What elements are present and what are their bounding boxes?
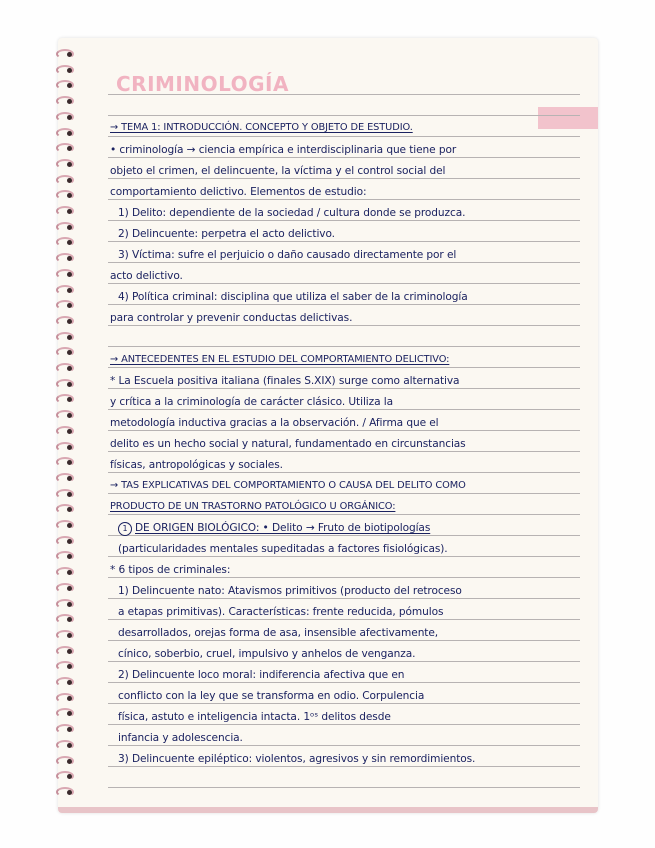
spiral-coil — [54, 299, 74, 308]
note-line: PRODUCTO DE UN TRASTORNO PATOLÓGICO U ORGÁNICO: — [110, 501, 396, 512]
spiral-coil — [54, 739, 74, 748]
note-line: comportamiento delictivo. Elementos de estudio: — [110, 186, 367, 198]
spiral-binding — [54, 48, 78, 808]
spiral-coil — [54, 629, 74, 638]
spiral-coil — [54, 95, 74, 104]
spiral-coil — [54, 645, 74, 654]
spiral-coil — [54, 393, 74, 402]
spiral-coil — [54, 535, 74, 544]
coil-hole — [67, 68, 72, 73]
spiral-coil — [54, 723, 74, 732]
coil-hole — [67, 492, 72, 497]
note-text: DE ORIGEN BIOLÓGICO: • Delito → Fruto de biotipologías — [135, 522, 431, 534]
coil-hole — [67, 649, 72, 654]
coil-hole — [67, 539, 72, 544]
spiral-coil — [54, 692, 74, 701]
coil-hole — [67, 445, 72, 450]
spiral-coil — [54, 425, 74, 434]
spiral-coil — [54, 488, 74, 497]
spiral-coil — [54, 676, 74, 685]
note-line: 4) Política criminal: disciplina que utiliza el saber de la criminología — [118, 291, 468, 303]
note-line: a etapas primitivas). Características: frente reducida, pómulos — [118, 606, 444, 618]
spiral-coil — [54, 755, 74, 764]
coil-hole — [67, 696, 72, 701]
coil-hole — [67, 131, 72, 136]
spiral-coil — [54, 472, 74, 481]
spiral-coil — [54, 142, 74, 151]
spiral-coil — [54, 158, 74, 167]
spiral-coil — [54, 519, 74, 528]
spiral-coil — [54, 48, 74, 57]
spiral-coil — [54, 707, 74, 716]
note-line: física, astuto e inteligencia intacta. 1ᵒˢ delitos desde — [118, 711, 391, 723]
coil-hole — [67, 52, 72, 57]
notebook-page — [58, 38, 598, 813]
spiral-coil — [54, 566, 74, 575]
coil-hole — [67, 743, 72, 748]
spiral-coil — [54, 236, 74, 245]
note-line: objeto el crimen, el delincuente, la víctima y el control social del — [110, 165, 446, 177]
coil-hole — [67, 366, 72, 371]
coil-hole — [67, 790, 72, 795]
spiral-coil — [54, 378, 74, 387]
coil-hole — [67, 335, 72, 340]
spiral-coil — [54, 409, 74, 418]
note-line: 3) Delincuente epiléptico: violentos, agresivos y sin remordimientos. — [118, 753, 476, 765]
note-line: 1) Delito: dependiente de la sociedad / cultura donde se produzca. — [118, 207, 466, 219]
coil-hole — [67, 680, 72, 685]
handwritten-notes — [58, 38, 598, 813]
note-line: infancia y adolescencia. — [118, 732, 243, 744]
spiral-coil — [54, 346, 74, 355]
spiral-coil — [54, 503, 74, 512]
spiral-coil — [54, 268, 74, 277]
coil-hole — [67, 319, 72, 324]
coil-hole — [67, 633, 72, 638]
note-line: acto delictivo. — [110, 270, 183, 282]
spiral-coil — [54, 613, 74, 622]
note-line: (particularidades mentales supeditadas a factores fisiológicas). — [118, 543, 448, 555]
note-line: • criminología → ciencia empírica e interdisciplinaria que tiene por — [110, 144, 457, 156]
spiral-coil — [54, 205, 74, 214]
note-line: 2) Delincuente: perpetra el acto delictivo. — [118, 228, 335, 240]
spiral-coil — [54, 550, 74, 559]
coil-hole — [67, 476, 72, 481]
note-line — [118, 522, 430, 536]
note-line: desarrollados, orejas forma de asa, insensible afectivamente, — [118, 627, 439, 639]
spiral-coil — [54, 441, 74, 450]
note-line: conflicto con la ley que se transforma en odio. Corpulencia — [118, 690, 425, 702]
spiral-coil — [54, 189, 74, 198]
coil-hole — [67, 602, 72, 607]
note-line: * La Escuela positiva italiana (finales S.XIX) surge como alternativa — [110, 375, 460, 387]
spiral-coil — [54, 331, 74, 340]
spiral-coil — [54, 221, 74, 230]
coil-hole — [67, 523, 72, 528]
coil-hole — [67, 209, 72, 214]
note-line: 1) Delincuente nato: Atavismos primitivos (producto del retroceso — [118, 585, 462, 597]
page-title: CRIMINOLOGÍA — [116, 72, 289, 96]
note-line: y crítica a la criminología de carácter clásico. Utiliza la — [110, 396, 393, 408]
coil-hole — [67, 178, 72, 183]
spiral-coil — [54, 284, 74, 293]
coil-hole — [67, 225, 72, 230]
coil-hole — [67, 586, 72, 591]
note-line: 3) Víctima: sufre el perjuicio o daño causado directamente por el — [118, 249, 457, 261]
note-line: → TAS EXPLICATIVAS DEL COMPORTAMIENTO O CAUSA DEL DELITO COMO — [110, 480, 466, 491]
spiral-coil — [54, 456, 74, 465]
spiral-coil — [54, 660, 74, 669]
spiral-coil — [54, 174, 74, 183]
spiral-coil — [54, 252, 74, 261]
coil-hole — [67, 115, 72, 120]
spiral-coil — [54, 111, 74, 120]
coil-hole — [67, 382, 72, 387]
note-line: → ANTECEDENTES EN EL ESTUDIO DEL COMPORTAMIENTO DELICTIVO: — [110, 354, 450, 365]
coil-hole — [67, 288, 72, 293]
spiral-coil — [54, 786, 74, 795]
note-line: delito es un hecho social y natural, fundamentado en circunstancias — [110, 438, 466, 450]
note-line: para controlar y prevenir conductas delictivas. — [110, 312, 353, 324]
circled-number: 1 — [118, 522, 132, 536]
spiral-coil — [54, 315, 74, 324]
coil-hole — [67, 759, 72, 764]
spiral-coil — [54, 64, 74, 73]
note-line: cínico, soberbio, cruel, impulsivo y anhelos de venganza. — [118, 648, 416, 660]
coil-hole — [67, 429, 72, 434]
spiral-coil — [54, 362, 74, 371]
spiral-coil — [54, 127, 74, 136]
note-line: 2) Delincuente loco moral: indiferencia afectiva que en — [118, 669, 405, 681]
coil-hole — [67, 162, 72, 167]
spiral-coil — [54, 770, 74, 779]
spiral-coil — [54, 79, 74, 88]
note-line: físicas, antropológicas y sociales. — [110, 459, 283, 471]
note-line: metodología inductiva gracias a la observación. / Afirma que el — [110, 417, 439, 429]
coil-hole — [67, 272, 72, 277]
note-line: * 6 tipos de criminales: — [110, 564, 231, 576]
spiral-coil — [54, 598, 74, 607]
note-line: → TEMA 1: INTRODUCCIÓN. CONCEPTO Y OBJETO DE ESTUDIO. — [110, 122, 413, 133]
spiral-coil — [54, 582, 74, 591]
